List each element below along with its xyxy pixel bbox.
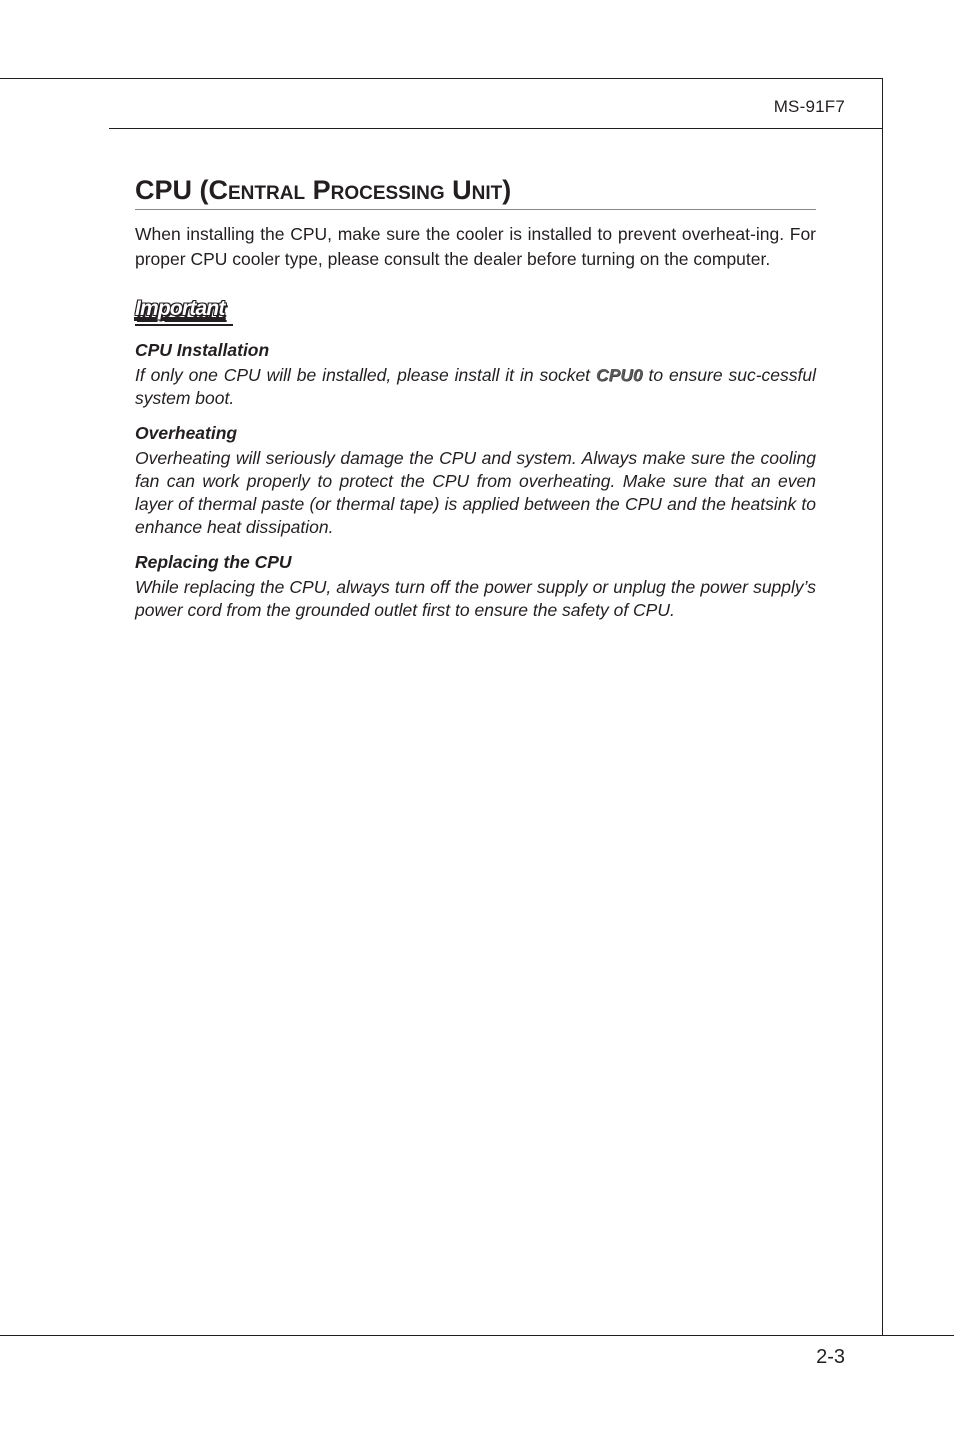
note-cpu-installation: [135, 338, 816, 410]
note-body: [135, 364, 816, 410]
title-word3-rest: nit: [471, 175, 503, 205]
note-heading: Replacing the CPU: [135, 552, 292, 572]
right-margin-line: [882, 78, 883, 1335]
title-word3-initial: U: [452, 175, 472, 205]
model-number: MS-91F7: [773, 97, 845, 116]
title-word2-initial: P: [312, 175, 331, 205]
important-underline: [135, 324, 233, 326]
important-badge: [135, 298, 233, 326]
title-word2-rest: rocessing: [330, 175, 445, 205]
top-border-line: [0, 78, 883, 79]
header-rule: [109, 128, 883, 129]
page-number: 2-3: [816, 1346, 845, 1368]
note-heading: CPU Installation: [135, 340, 270, 360]
important-label: Important: [135, 297, 225, 320]
intro-paragraph: When installing the CPU, make sure the cooler is installed to prevent overheat-ing. For proper CPU cooler type, please consult the dealer before turning on the computer.: [135, 224, 816, 269]
title-prefix: CPU (: [135, 175, 209, 205]
page-content: [135, 174, 816, 622]
section-title: [135, 174, 816, 210]
note-overheating: [135, 421, 816, 539]
note-heading: Overheating: [135, 423, 238, 443]
note-body-before: If only one CPU will be installed, please install it in socket: [135, 365, 596, 385]
footer-rule: [0, 1335, 954, 1336]
title-word1-initial: C: [208, 175, 228, 205]
note-body-after: to ensure suc-cessful system boot.: [135, 365, 816, 408]
note-replacing-cpu: [135, 550, 816, 622]
title-suffix: ): [502, 175, 512, 205]
socket-name: CPU0: [595, 365, 643, 385]
note-body: While replacing the CPU, always turn off the power supply or unplug the power supply’s power cord from the grounded outlet first to ensure the safety of CPU.: [135, 577, 816, 620]
title-word1-rest: entral: [228, 175, 306, 205]
note-body: Overheating will seriously damage the CPU and system. Always make sure the cooling fan can work properly to protect the CPU from overheating. Make sure that an even layer of thermal paste (or thermal tape) is applied between the CPU and the heatsink to enhance heat dissipation.: [135, 448, 816, 537]
